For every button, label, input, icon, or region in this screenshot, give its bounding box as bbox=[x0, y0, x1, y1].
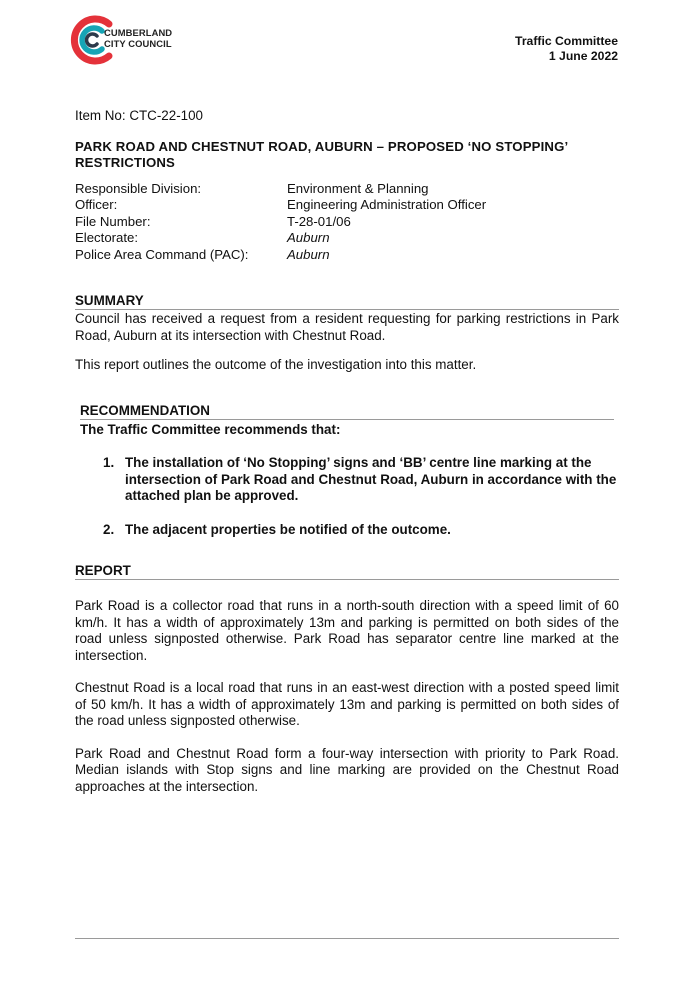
header-right bbox=[515, 34, 618, 64]
recommendation-text: The installation of ‘No Stopping’ signs and ‘BB’ centre line marking at the intersection of Park Road and Chestnut Road, Auburn in accordance with the attached plan be approved. bbox=[125, 455, 617, 503]
summary-heading: SUMMARY bbox=[75, 293, 619, 310]
recommendation-number: 2. bbox=[103, 521, 115, 537]
org-name-line1: CUMBERLAND bbox=[104, 27, 173, 38]
recommendation-section bbox=[80, 403, 614, 437]
report-heading: REPORT bbox=[75, 563, 619, 580]
recommendation-heading: RECOMMENDATION bbox=[80, 403, 614, 420]
footer-divider bbox=[75, 938, 619, 939]
council-logo-text bbox=[104, 28, 172, 49]
meta-label: Responsible Division: bbox=[75, 181, 202, 196]
report-title: PARK ROAD AND CHESTNUT ROAD, AUBURN – PROPOSED ‘NO STOPPING’ RESTRICTIONS bbox=[75, 139, 568, 170]
committee-name: Traffic Committee bbox=[515, 34, 618, 48]
meta-row bbox=[75, 181, 486, 197]
meeting-date: 1 June 2022 bbox=[548, 49, 618, 63]
meta-row bbox=[75, 230, 486, 246]
meta-label: Electorate: bbox=[75, 230, 139, 246]
recommendation-item bbox=[103, 522, 617, 539]
meta-value: Auburn bbox=[287, 230, 330, 246]
meta-label: File Number: bbox=[75, 213, 151, 229]
meta-value: T-28-01/06 bbox=[287, 213, 351, 229]
meta-value: Engineering Administration Officer bbox=[287, 197, 487, 213]
recommendation-list bbox=[103, 455, 617, 538]
meta-value: Auburn bbox=[287, 246, 330, 262]
meta-label: Police Area Command (PAC): bbox=[75, 246, 249, 262]
recommendation-intro: The Traffic Committee recommends that: bbox=[80, 422, 341, 437]
org-name-line2: CITY COUNCIL bbox=[104, 37, 172, 49]
recommendation-number: 1. bbox=[103, 455, 115, 470]
meta-row bbox=[75, 197, 486, 213]
meta-row bbox=[75, 214, 486, 230]
report-paragraph: Chestnut Road is a local road that runs in an east-west direction with a posted speed limit of 50 km/h. It has a width of approximately 13m and parking is permitted on both sides of the road unless signposted otherwise. bbox=[75, 680, 619, 728]
report-section bbox=[75, 563, 619, 795]
item-number: Item No: CTC-22-100 bbox=[75, 108, 203, 123]
meta-label: Officer: bbox=[75, 197, 118, 213]
summary-section bbox=[75, 293, 619, 374]
report-paragraph: Park Road and Chestnut Road form a four-way intersection with priority to Park Road. Median islands with Stop signs and line marking are provided on the Chestnut Road approaches at the intersection. bbox=[75, 745, 619, 794]
meta-value: Environment & Planning bbox=[287, 181, 429, 196]
recommendation-item bbox=[103, 455, 617, 505]
recommendation-text: The adjacent properties be notified of the outcome. bbox=[125, 521, 451, 537]
report-paragraph: Park Road is a collector road that runs in a north-south direction with a speed limit of 60 km/h. It has a width of approximately 13m and parking is permitted on both sides of the road unless signposted otherwise. Park Road has separator centre line marked at the intersection. bbox=[75, 598, 619, 663]
meta-table bbox=[75, 181, 486, 263]
summary-paragraph: This report outlines the outcome of the investigation into this matter. bbox=[75, 357, 477, 372]
summary-paragraph: Council has received a request from a resident requesting for parking restrictions in Park Road, Auburn at its intersection with Chestnut Road. bbox=[75, 311, 619, 343]
meta-row bbox=[75, 247, 486, 263]
